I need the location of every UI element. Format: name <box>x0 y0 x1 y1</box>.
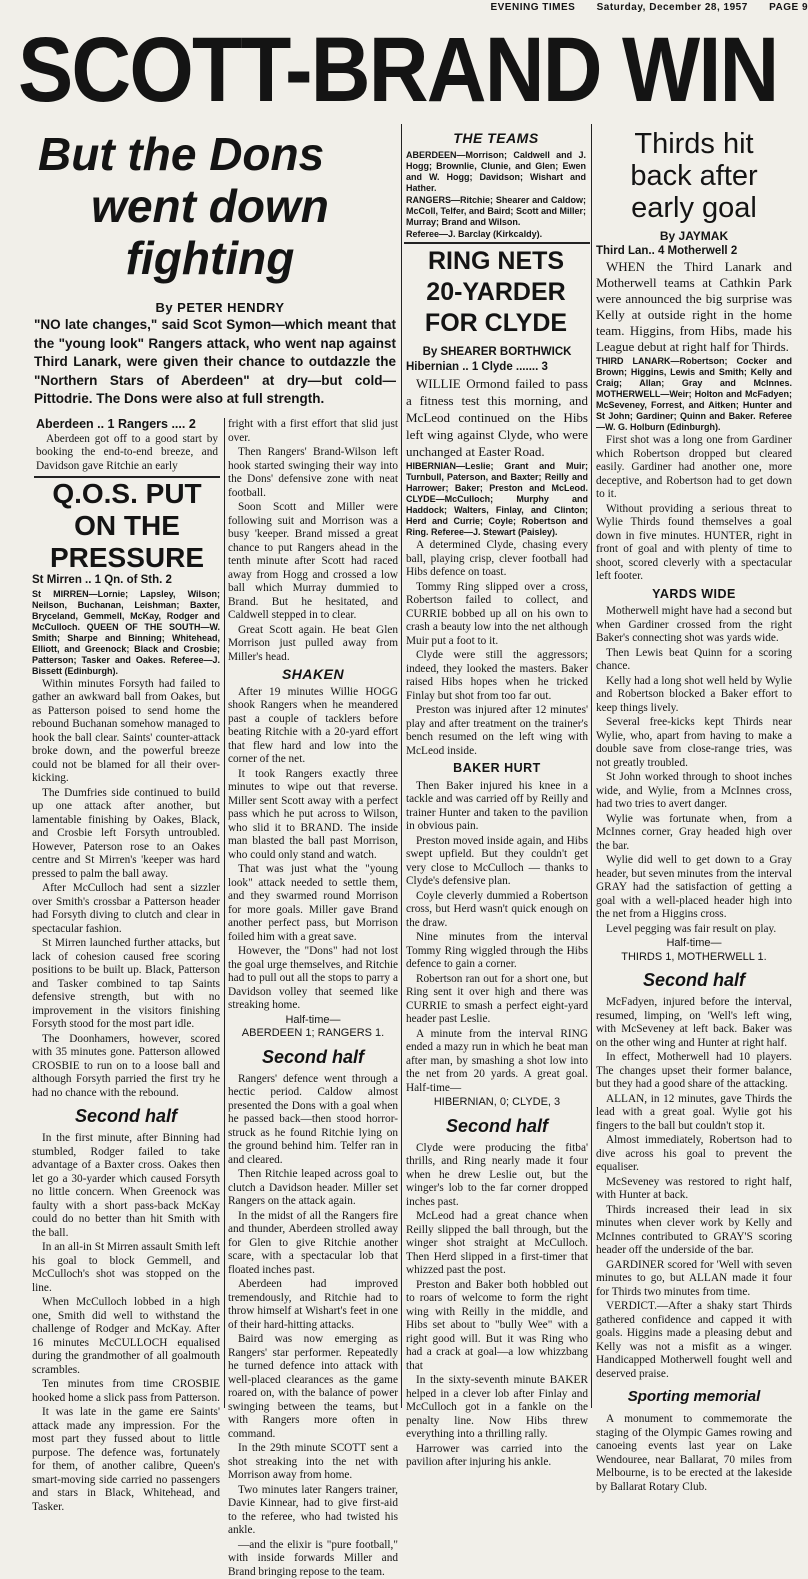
qos-para-3: After McCulloch had sent a sizzler over Smith's crossbar a Patterson header had Forsyth diving to clutch and clear in spectacular fashion. <box>32 882 220 936</box>
paper-name: EVENING TIMES <box>490 2 575 13</box>
ring-para-5: Preston was injured after 12 minutes' play and after treatment on the trainer's bench resumed on the left wing with McLeod inside. <box>406 704 588 758</box>
ring-para-15: In the sixty-seventh minute BAKER helped in a clever lob after Finlay and McCulloch got in a fankle on the penalty line. Now Hibs threw everything into a thrilling rally. <box>406 1374 588 1442</box>
dons-half-time: Half-time— ABERDEEN 1; RANGERS 1. <box>228 1014 398 1041</box>
qos-title-line3: PRESSURE <box>34 542 220 574</box>
qos-para-4: St Mirren launched further attacks, but lack of cohesion caused free scoring positions to be built up. Black, Patterson and Tasker combined to tap Saints defensive strength, but with no improvement in the visitors finishing Forsyth stood for the most part idle. <box>32 937 220 1032</box>
qos-para-2: The Dumfries side continued to build up one attack after another, but lamentable finishing by Oakes, Black, and Crosbie left Forsyth untroubled. However, Paterson rose to an Oakes centre and St Mirren's 'keeper was hard pressed to palm the ball away. <box>32 787 220 882</box>
dons-score: Aberdeen .. 1 Rangers .... 2 <box>36 418 218 432</box>
thirds-para-7: Several free-kicks kept Thirds near Wylie, who, apart from having to make a double save from close-range tries, was not greatly troubled. <box>596 716 792 770</box>
ring-para-6: Then Baker injured his knee in a tackle and was carried off by Reilly and trainer Hunter and taken to the pavilion in obvious pain. <box>406 780 588 834</box>
dons-col1-top <box>36 418 218 474</box>
ring-title-line1: RING NETS <box>406 246 586 277</box>
dons-shaken-2: It took Rangers exactly three minutes to wipe out that reverse. Miller sent Scott away with a perfect pass which he put across to Wilson, who slid it to BRAND. The inside man blasted the ball past Morrison, who could only stand and watch. <box>228 768 398 863</box>
thirds-byline: By JAYMAK <box>596 230 792 244</box>
dons-shaken-4: However, the "Dons" had not lost the goal urge themselves, and Ritchie had to pull out all the stops to parry a Davidson volley that seemed like streaking home. <box>228 945 398 1013</box>
ring-score: Hibernian .. 1 Clyde ....... 3 <box>406 361 588 375</box>
thirds-para-14: ALLAN, in 12 minutes, gave Thirds the lead with a great goal. Wylie got his fingers to the ball but couldn't stop it. <box>596 1093 792 1134</box>
dons-second-half: Second half <box>228 1045 398 1069</box>
col-rule-2 <box>401 124 402 1408</box>
teams-rule <box>404 242 590 244</box>
dons-col2-para-3: Soon Scott and Miller were following suit and Morrison was a busy 'keeper. Brand missed a great chance to put Rangers ahead in the tenth minute after Scott had raced away from Hogg and crossed a low ball which Murray dummied to Brand. But he hesitated, and Caldwell stepped in to clear. <box>228 501 398 623</box>
thirds-para-6: Kelly had a long shot well held by Wylie and Robertson blocked a Baker effort to keep things lively. <box>596 675 792 716</box>
thirds-para-3: Without providing a serious threat to Wylie Thirds found themselves a goal down in five minutes. HUNTER, right in front of goal and with plenty of time to shoot, scored cleverly with a spectacular left footer. <box>596 503 792 584</box>
thirds-para-15: Almost immediately, Robertson had to dive across his goal to prevent the equaliser. <box>596 1134 792 1175</box>
ring-title-line2: 20-YARDER <box>406 277 586 308</box>
dons-col2b-3: In the midst of all the Rangers fire and thunder, Aberdeen strolled away for Glen to give Ritchie another scare, with a spectacular lob that floated inches past. <box>228 1210 398 1278</box>
thirds-para-12: McFadyen, injured before the interval, resumed, limping, on 'Well's left wing, with McSeveney at left back. Baker was on the other wing and Hunter at right half. <box>596 996 792 1050</box>
dons-col2b-1: Rangers' defence went through a hectic period. Caldow almost presented the Dons with a goal when he passed back—then stood horror-struck as he found Ritchie lying on the ground behind him. Telfer ran in and cleared. <box>228 1073 398 1168</box>
teams-referee: Referee—J. Barclay (Kirkcaldy). <box>406 229 586 240</box>
dons-title-line1: But the Dons <box>30 128 390 180</box>
page-number: PAGE 9 <box>769 2 808 13</box>
dons-col2b-7: Two minutes later Rangers trainer, Davie Kinnear, had to give first-aid to the referee, who had twisted his ankle. <box>228 1484 398 1538</box>
thirds-title-line1: Thirds hit <box>596 128 792 160</box>
qos-score: St Mirren .. 1 Qn. of Sth. 2 <box>32 574 220 588</box>
dons-col2 <box>228 418 398 1408</box>
dons-col2-para-4: Great Scott again. He beat Glen Morrison just pulled away from Miller's head. <box>228 624 398 665</box>
dons-title-block <box>30 128 390 298</box>
ring-para-3: Tommy Ring slipped over a cross, Robertson failed to collect, and CURRIE bobbed up all on his own to crash a beauty low into the net although Muir put a foot to it. <box>406 581 588 649</box>
thirds-para-8: St John worked through to shoot inches wide, and Wylie, from a McInnes cross, had two tries to avert danger. <box>596 771 792 812</box>
thirds-score: Third Lan.. 4 Motherwell 2 <box>596 245 792 259</box>
thirds-title-line2: back after <box>596 160 792 192</box>
dons-title-line3: fighting <box>30 232 390 284</box>
qos-para-10: It was late in the game ere Saints' attack made any impression. For the most part they fussed about to little purpose. The defence was, fortunately for them, of another calibre, Queen's smart-moving side carried no passengers and stars in Black, Whitehead, and Tasker. <box>32 1406 220 1514</box>
teams-aberdeen: ABERDEEN—Morrison; Caldwell and J. Hogg; Brownlie, Clunie, and Glen; Ewen and W. Hogg; Davidson; Wishart and Hather. <box>406 150 586 194</box>
thirds-para-17: Thirds increased their lead in six minutes when clever work by Kelly and McInnes contributed to GRAY'S scoring header off the underside of the bar. <box>596 1204 792 1258</box>
dons-col2-para-2: Then Rangers' Brand-Wilson left hook started swinging their way into the Dons' defensive zone with neat football. <box>228 446 398 500</box>
thirds-para-4: Motherwell might have had a second but when Gardiner crossed from the right Baker's connecting shot was yards wide. <box>596 605 792 646</box>
dons-lead-text: "NO late changes," said Scot Symon—which meant that the "young look" Rangers attack, who went nap against Third Lanark, were given their chance to outdazzle the "Northern Stars of Aberdeen" at dry—but cold—Pittodrie. The Dons were also at full strength. <box>34 317 396 406</box>
ring-para-9: Nine minutes from the interval Tommy Ring wiggled through the Hibs defence to gain a corner. <box>406 931 588 972</box>
thirds-para-9: Wylie was fortunate when, from a McInnes corner, Gray headed high over the bar. <box>596 813 792 854</box>
thirds-para-16: McSeveney was restored to right half, with Hunter at back. <box>596 1176 792 1203</box>
ring-teams: HIBERNIAN—Leslie; Grant and Muir; Turnbull, Paterson, and Baxter; Reilly and Harrower; Baker; Preston and McLeod. CLYDE—McCulloch; Murphy and Haddock; Walters, Finlay, and Clinton; Herd and Currie; Coyle; Robertson and Ring. Referee—J. Stewart (Paisley). <box>406 461 588 538</box>
dons-para-1: Aberdeen got off to a good start by booking the end-to-end breeze, and Davidson gave Ritchie an early <box>36 433 218 474</box>
ring-hurt-title: BAKER HURT <box>406 762 588 776</box>
qos-para-6: In the first minute, after Binning had stumbled, Rodger failed to take advantage of a Baxter cross. Oakes then let go a 30-yarder which caused Forsyth no little concern. When Greenock was faulty with a short pass-back McKay could do no better than hit Smith with the ball. <box>32 1132 220 1240</box>
dons-shaken-1: After 19 minutes Willie HOGG shook Rangers when he meandered past a couple of tacklers before beating Ritchie with a 20-yard effort that flew hard and low into the corner of the net. <box>228 686 398 767</box>
qos-title-line1: Q.O.S. PUT <box>34 478 220 510</box>
col-rule-3 <box>591 124 592 1408</box>
thirds-yards-title: YARDS WIDE <box>596 588 792 602</box>
teams-title: THE TEAMS <box>406 132 586 146</box>
thirds-teams: THIRD LANARK—Robertson; Cocker and Brown; Higgins, Lewis and Smith; Kelly and Craig; Allan; Gray and McInnes. MOTHERWELL—Weir; Holton and McFadyen; McSeveney, Forrest, and Aitken; Hunter and St John; Gardiner; Quinn and Baker. Referee—W. G. Holburn (Edinburgh). <box>596 356 792 433</box>
dons-col2-para-1: fright with a first effort that slid just over. <box>228 418 398 445</box>
qos-second-half: Second half <box>32 1104 220 1128</box>
issue-date: Saturday, December 28, 1957 <box>597 2 748 13</box>
thirds-para-5: Then Lewis beat Quinn for a scoring chance. <box>596 647 792 674</box>
ring-para-11: A minute from the interval RING ended a mazy run in which he beat man after man, by smashing a shot low into the net from 20 yards. A great goal. Half-time— <box>406 1028 588 1096</box>
thirds-title-line3: early goal <box>596 192 792 224</box>
ring-para-1: WILLIE Ormond failed to pass a fitness test this morning, and McLeod continued on the Hibs left wing against Clyde, who were unchanged at Easter Road. <box>406 375 588 460</box>
ring-para-12: Clyde were producing the fitba' thrills, and Ring nearly made it four when he drew Leslie out, but the winger's lob to the far corner dropped inches past. <box>406 1142 588 1210</box>
qos-para-5: The Doonhamers, however, scored with 35 minutes gone. Patterson allowed CROSBIE to run on to a loose ball and although Forsyth parried the first try he had no chance with the rebound. <box>32 1033 220 1101</box>
qos-para-9: Ten minutes from time CROSBIE hooked home a slick pass from Patterson. <box>32 1378 220 1405</box>
dons-col2b-4: Aberdeen had improved tremendously, and Ritchie had to throw himself at Wishart's feet in one of their hard-hitting attacks. <box>228 1278 398 1332</box>
dons-col2b-6: In the 29th minute SCOTT sent a shot streaking into the net with Morrison away from home. <box>228 1442 398 1483</box>
thirds-para-13: In effect, Motherwell had 10 players. The changes upset their former balance, but they had a good share of the attacking. <box>596 1051 792 1092</box>
ring-para-13: McLeod had a great chance when Reilly slipped the ball through, but the winger shot straight at McCulloch. Then Herd slipped in a first-timer that whizzed past the post. <box>406 1210 588 1278</box>
dons-lead <box>34 316 396 416</box>
ring-para-8: Coyle cleverly dummied a Robertson cross, but Herd wasn't quick enough on the draw. <box>406 890 588 931</box>
qos-teams: St MIRREN—Lornie; Lapsley, Wilson; Neilson, Buchanan, Leishman; Baxter, Bryceland, Gemmell, McKay, Rodger and McCulloch. QUEEN OF THE SOUTH—W. Smith; Sharpe and Binning; Whitehead, Elliott, and Greenock; Black and Crosbie; Patterson; Tasker and Oakes. Referee—J. Bissett (Edinburgh). <box>32 589 220 677</box>
dons-shaken-title: SHAKEN <box>228 668 398 682</box>
teams-box <box>406 130 586 240</box>
dons-col2b-2: Then Ritchie leaped across goal to clutch a Davidson header. Miller set Rangers on the attack again. <box>228 1168 398 1209</box>
ring-para-14: Preston and Baker both hobbled out to roars of welcome to form the right wing with Reilly in the middle, and Hibs set about to "bully Wee" with a right good will. But it was Ring who had a crack at goal—a low whizzbang that <box>406 1279 588 1374</box>
thirds-para-11: Level pegging was fair result on play. <box>596 923 792 937</box>
thirds-col <box>596 230 792 1408</box>
ring-para-16: Harrower was carried into the pavilion after injuring his ankle. <box>406 1443 588 1470</box>
ring-title-block <box>406 246 586 344</box>
main-headline: SCOTT-BRAND WIN <box>18 18 716 122</box>
col-rule-1 <box>224 418 225 1408</box>
teams-rangers: RANGERS—Ritchie; Shearer and Caldow; McColl, Telfer, and Baird; Scott and Miller; Murray; Brand and Wilson. <box>406 195 586 228</box>
ring-second-half: Second half <box>406 1114 588 1138</box>
qos-col <box>32 574 220 1354</box>
thirds-para-10: Wylie did well to get down to a Gray header, but seven minutes from the interval GRAY had the satisfaction of getting a goal with a well-placed header high into the net from a Higgins cross. <box>596 854 792 922</box>
qos-title-line2: ON THE <box>34 510 220 542</box>
qos-title-block <box>34 478 220 574</box>
page-header <box>0 2 808 18</box>
sporting-title: Sporting memorial <box>596 1385 792 1409</box>
qos-para-1: Within minutes Forsyth had failed to gather an awkward ball from Oakes, but as Patterson poised to send home the rebound Buchanan somehow managed to hook the ball clear. Saints' counter-attack broke down, and the powerful breeze could not be blamed for all their over-kicking. <box>32 678 220 786</box>
thirds-para-1: WHEN the Third Lanark and Motherwell teams at Cathkin Park were announced the big surprise was Kelly at outside right in the home team. Higgins, from Hibs, made his League debut at right half for Thirds. <box>596 259 792 355</box>
ring-para-7: Preston moved inside again, and Hibs swept upfield. But they couldn't get very close to McCulloch — thanks to Clyde's defensive plan. <box>406 835 588 889</box>
dons-title-line2: went down <box>30 180 390 232</box>
dons-col2b-5: Baird was now emerging as Rangers' star performer. Repeatedly he turned defence into attack with well-placed clearances as the game roared on, with the balance of power swinging between the teams, but with Rangers more often in command. <box>228 1333 398 1441</box>
thirds-second-half: Second half <box>596 968 792 992</box>
qos-para-8: When McCulloch lobbed in a high one, Smith did well to withstand the challenge of Rodger and McKay. After 16 minutes McCULLOCH equalised during the grandmother of all goalmouth scrambles. <box>32 1296 220 1377</box>
ring-byline: By SHEARER BORTHWICK <box>406 346 588 360</box>
ring-half-time: HIBERNIAN, 0; CLYDE, 3 <box>406 1096 588 1110</box>
ring-para-2: A determined Clyde, chasing every ball, playing crisp, clever football had Hibs defence on toast. <box>406 539 588 580</box>
ring-col <box>406 346 588 1406</box>
thirds-para-18: GARDINER scored for 'Well with seven minutes to go, but ALLAN made it four for Thirds two minutes from time. <box>596 1259 792 1300</box>
dons-byline: By PETER HENDRY <box>40 300 400 315</box>
dons-col2b-8: —and the elixir is "pure football," with inside forwards Miller and Brand bringing repose to the team. <box>228 1539 398 1579</box>
dons-shaken-3: That was just what the "young look" attack needed to settle them, and they swarmed round Morrison for more goals. Miller gave Brand another perfect pass, but Morrison foiled him with a great save. <box>228 863 398 944</box>
thirds-para-2: First shot was a long one from Gardiner which Robertson dropped but cleared easily. Gardiner had another one, more deceptive, and Robertson had to get down to it. <box>596 434 792 502</box>
thirds-para-19: VERDICT.—After a shaky start Thirds gathered confidence and capped it with goals. Higgins made a pleasing debut and Kelly was not a misfit as a winger. Handicapped Motherwell fought well and deserved praise. <box>596 1300 792 1381</box>
qos-para-7: In an all-in St Mirren assault Smith left his goal to block Gemmell, and McCulloch's shot was stopped on the line. <box>32 1241 220 1295</box>
ring-para-10: Robertson ran out for a short one, but Ring sent it over high and there was CURRIE to smash a perfect eight-yard header past Leslie. <box>406 973 588 1027</box>
ring-para-4: Clyde were still the aggressors; indeed, they looked the masters. Baker raised Hibs hopes when he tricked Finlay but shot from too far out. <box>406 649 588 703</box>
ring-title-line3: FOR CLYDE <box>406 308 586 339</box>
sporting-text: A monument to commemorate the staging of the Olympic Games rowing and canoeing events last year on Lake Wendouree, near Ballarat, 70 miles from Melbourne, is to be erected at the lakeside by Ballarat Rotary Club. <box>596 1413 792 1494</box>
thirds-title-block <box>596 128 792 228</box>
thirds-half-time: Half-time— THIRDS 1, MOTHERWELL 1. <box>596 937 792 964</box>
